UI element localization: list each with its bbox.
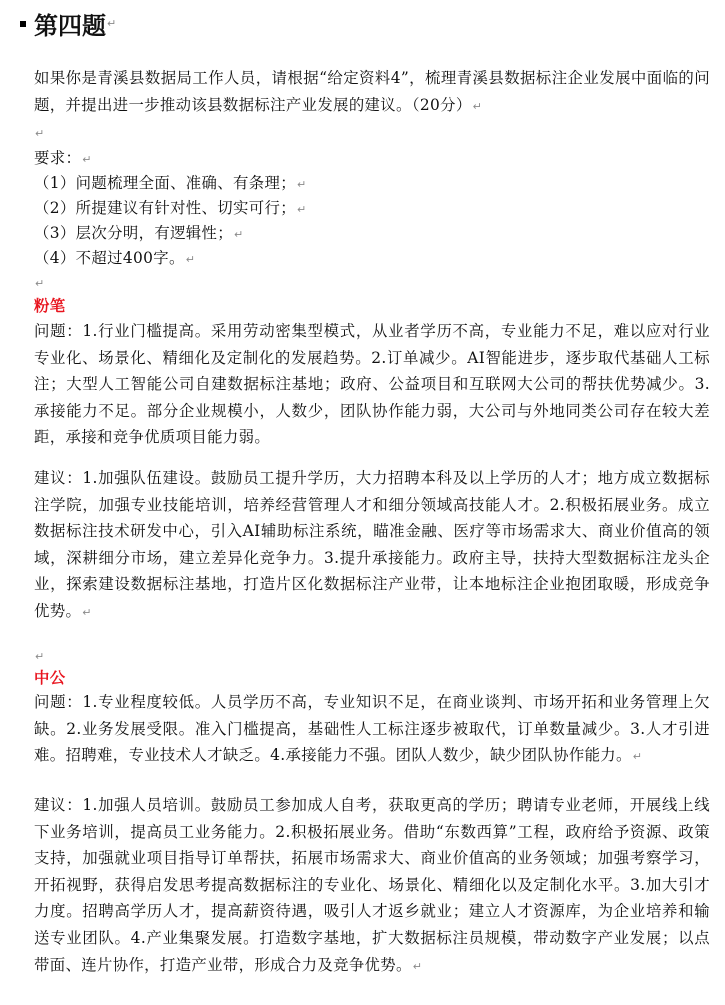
paragraph-mark-icon: ↵: [82, 605, 92, 619]
answer-problems-text: 问题：1.行业门槛提高。采用劳动密集型模式，从业者学历不高，专业能力不足，难以应对行业专业化、场景化、精细化及定制化的发展趋势。2.订单减少。AI智能进步，逐步取代基础人工标注；大型人工智能公司自建数据标注基地；政府、公益项目和互联网大公司的帮扶优势减少。3.承接能力不足。部分企业规模小，人数少，团队协作能力弱，大公司与外地同类公司存在较大差距，承接和竞争优质项目能力弱。: [34, 322, 710, 447]
paragraph-mark-icon: ↵: [35, 127, 45, 140]
requirement-text: （2）所提建议有针对性、切实可行；: [34, 199, 296, 217]
paragraph-mark-icon: ↵: [234, 228, 244, 241]
paragraph-mark-icon: ↵: [185, 253, 196, 266]
answer-suggestions-text: 建议：1.加强人员培训。鼓励员工参加成人自考，获取更高的学历；聘请专业老师，开展线上线下业务培训，提高员工业务能力。2.积极拓展业务。借助“东数西算”工程，政府给予资源、政策支持，加强就业项目指导订单帮扶，拓展市场需求大、商业价值高的业务领域；加强考察学习，开拓视野，获得启发思考提高数据标注的专业化、场景化、精细化以及定制化水平。3.加大引才力度。招聘高学历人才，提高薪资待遇，吸引人才返乡就业；建立人才资源库，为企业培养和输送专业团队。4.产业集聚发展。打造数字基地，扩大数据标注员规模，带动数字产业发展；以点带面、连片协作，打造产业带，形成合力及竞争优势。: [34, 796, 710, 974]
requirement-item: [34, 245, 195, 273]
paragraph-mark-icon: ↵: [35, 650, 45, 663]
requirement-item: [34, 170, 307, 198]
paragraph-mark-icon: ↵: [35, 277, 45, 290]
empty-line: [34, 272, 44, 292]
requirement-text: （3）层次分明，有逻辑性；: [34, 224, 234, 242]
answer-source-label: 中公: [34, 669, 66, 687]
paragraph-mark-icon: ↵: [412, 959, 423, 973]
answer-source-label: 粉笔: [34, 297, 66, 315]
answer-problems-block: [34, 689, 710, 771]
paragraph-mark-icon: ↵: [472, 99, 483, 113]
heading-bullet-icon: [20, 21, 26, 27]
question-heading: [20, 6, 116, 40]
answer-problems-block: [34, 318, 710, 451]
paragraph-mark-icon: ↵: [107, 16, 117, 30]
answer-suggestions-block: [34, 792, 710, 980]
paragraph-mark-icon: ↵: [82, 153, 92, 166]
answer-source-heading: [34, 665, 65, 691]
requirement-item: [34, 195, 307, 223]
paragraph-mark-icon: ↵: [297, 178, 307, 191]
requirement-text: （4）不超过400字。: [34, 249, 185, 267]
requirement-text: （1）问题梳理全面、准确、有条理；: [34, 174, 296, 192]
heading-title: 第四题: [34, 11, 106, 40]
answer-suggestions-block: [34, 465, 710, 627]
requirements-label-line: [34, 145, 92, 173]
answer-suggestions-text: 建议：1.加强队伍建设。鼓励员工提升学历，大力招聘本科及以上学历的人才；地方成立数据标注学院，加强专业技能培训，培养经营管理人才和细分领域高技能人才。2.积极拓展业务。成立数据标注技术研发中心，引入AI辅助标注系统，瞄准金融、医疗等市场需求大、商业价值高的领域，深耕细分市场，建立差异化竞争力。3.提升承接能力。政府主导，扶持大型数据标注龙头企业，探索建设数据标注基地，打造片区化数据标注产业带，让本地标注企业抱团取暖，形成竞争优势。: [34, 469, 710, 620]
empty-line: [34, 645, 44, 665]
question-text-block: [34, 65, 710, 120]
answer-problems-text: 问题：1.专业程度较低。人员学历不高，专业知识不足，在商业谈判、市场开拓和业务管理上欠缺。2.业务发展受限。准入门槛提高，基础性人工标注逐步被取代，订单数量减少。3.人才引进难。招聘难，专业技术人才缺乏。4.承接能力不强。团队人数少，缺少团队协作能力。: [34, 693, 710, 765]
paragraph-mark-icon: ↵: [297, 203, 307, 216]
paragraph-mark-icon: ↵: [632, 750, 643, 764]
requirement-item: [34, 220, 244, 248]
empty-line: [34, 122, 44, 142]
answer-source-heading: [34, 293, 65, 319]
requirements-label: 要求：: [34, 149, 82, 167]
question-text: 如果你是青溪县数据局工作人员，请根据“给定资料4”，梳理青溪县数据标注企业发展中面临的问题，并提出进一步推动该县数据标注产业发展的建议。（20分）: [34, 69, 710, 114]
